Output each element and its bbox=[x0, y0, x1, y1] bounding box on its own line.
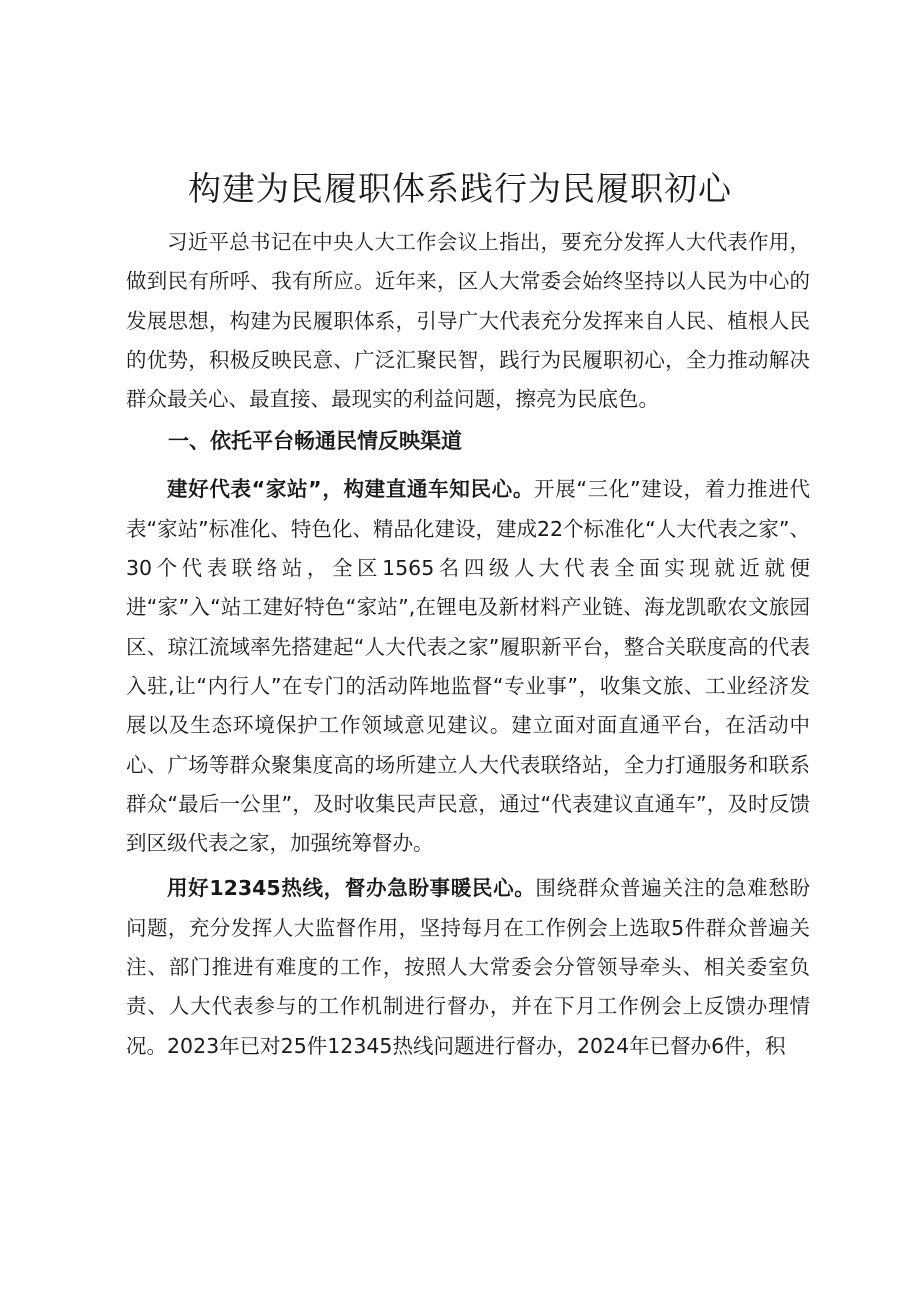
paragraph-body: 开展“三化”建设，着力推进代表“家站”标准化、特色化、精品化建设，建成22个标准化“人大代表之家”、30个代表联络站，全区1565名四级人大代表全面实现就近就便进“家”入“站工建好特色“家站”,在锂电及新材料产业链、海龙凯歌农文旅园区、琼江流域率先搭建起“人大代表之家”履职新平台，整合关联度高的代表入驻,让“内行人”在专门的活动阵地监督“专业事”，收集文旅、工业经济发展以及生态环境保护工作领域意见建议。建立面对面直通平台，在活动中心、广场等群众聚集度高的场所建立人大代表联络站，全力打通服务和联系群众“最后一公里”，及时收集民声民意，通过“代表建议直通车”，及时反馈到区级代表之家，加强统筹督办。 bbox=[126, 477, 810, 856]
document-title: 构建为民履职体系践行为民履职初心 bbox=[188, 169, 732, 208]
paragraph-lead: 用好12345热线，督办急盼事暖民心。 bbox=[167, 876, 536, 901]
paragraph-family-station bbox=[126, 470, 810, 863]
paragraph-hotline bbox=[126, 869, 810, 1065]
document-body bbox=[126, 223, 810, 1066]
section-heading-1: 一、依托平台畅通民情反映渠道 bbox=[168, 429, 462, 454]
paragraph-lead: 建好代表“家站”，构建直通车知民心。 bbox=[167, 477, 535, 502]
intro-paragraph: 习近平总书记在中央人大工作会议上指出，要充分发挥人大代表作用，做到民有所呼、我有所应。近年来，区人大常委会始终坚持以人民为中心的发展思想，构建为民履职体系，引导广大代表充分发挥来自人民、植根人民的优势，积极反映民意、广泛汇聚民智，践行为民履职初心，全力推动解决群众最关心、最直接、最现实的利益问题，擦亮为民底色。 bbox=[126, 230, 810, 412]
paragraph-body: 围绕群众普遍关注的急难愁盼问题，充分发挥人大监督作用，坚持每月在工作例会上选取5件群众普遍关注、部门推进有难度的工作，按照人大常委会分管领导牵头、相关委室负责、人大代表参与的工作机制进行督办，并在下月工作例会上反馈办理情况。2023年已对25件12345热线问题进行督办，2024年已督办6件，积 bbox=[126, 876, 810, 1058]
